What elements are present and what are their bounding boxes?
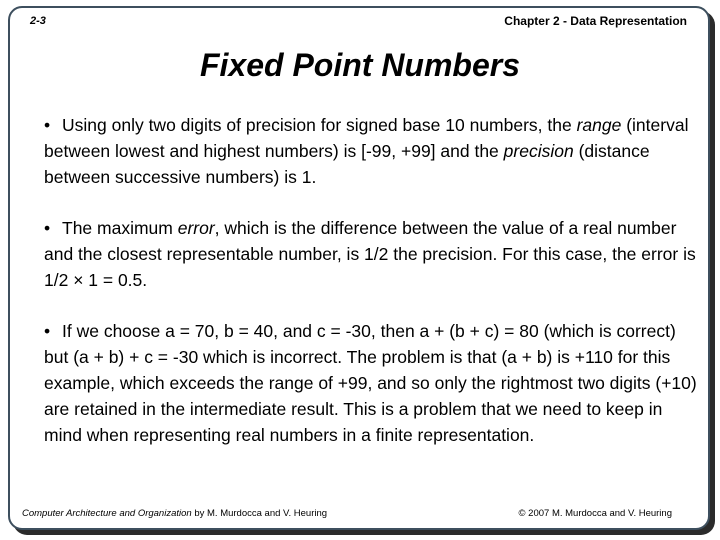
term-precision: precision (503, 141, 574, 161)
footer-book-credit (22, 508, 327, 519)
footer-book-title: Computer Architecture and Organization (22, 508, 192, 519)
bullet-marker: • (44, 321, 51, 341)
slide-title: Fixed Point Numbers (199, 47, 521, 83)
term-error: error (177, 218, 215, 238)
bullet-text: The maximum (62, 218, 178, 238)
bullet-text: (interval between lowest and highest numbers) is [-99, +99] and the (44, 115, 689, 161)
footer-authors: by M. Murdocca and V. Heuring (191, 508, 328, 519)
bullet-error (44, 215, 700, 293)
bullet-text: Using only two digits of precision for signed base 10 numbers, the (62, 115, 577, 135)
chapter-header: Chapter 2 - Data Representation (504, 14, 687, 28)
bullet-range-precision (44, 112, 700, 190)
bullet-marker: • (44, 218, 51, 238)
footer-copyright: © 2007 M. Murdocca and V. Heuring (518, 508, 672, 519)
bullet-overflow-example (44, 318, 700, 448)
bullet-text: , which is the difference between the value of a real number and the closest representable number, is 1/2 the precision. For this case, the error is 1/2 × 1 = 0.5. (44, 218, 696, 290)
bullet-text: (distance between successive numbers) is 1. (44, 141, 650, 187)
bullet-text: If we choose a = 70, b = 40, and c = -30, then a + (b + c) = 80 (which is correct) but (a + b) + c = -30 which is incorrect. The problem is that (a + b) is +110 for this example, which exceeds the range of +99, and so only the rightmost two digits (+10) are retained in the intermediate result. This is a problem that we need to keep in mind when representing real numbers in a finite representation. (44, 321, 697, 445)
slide-number: 2-3 (30, 15, 46, 27)
bullet-marker: • (44, 115, 51, 135)
term-range: range (576, 115, 622, 135)
bullet-list (44, 112, 700, 473)
